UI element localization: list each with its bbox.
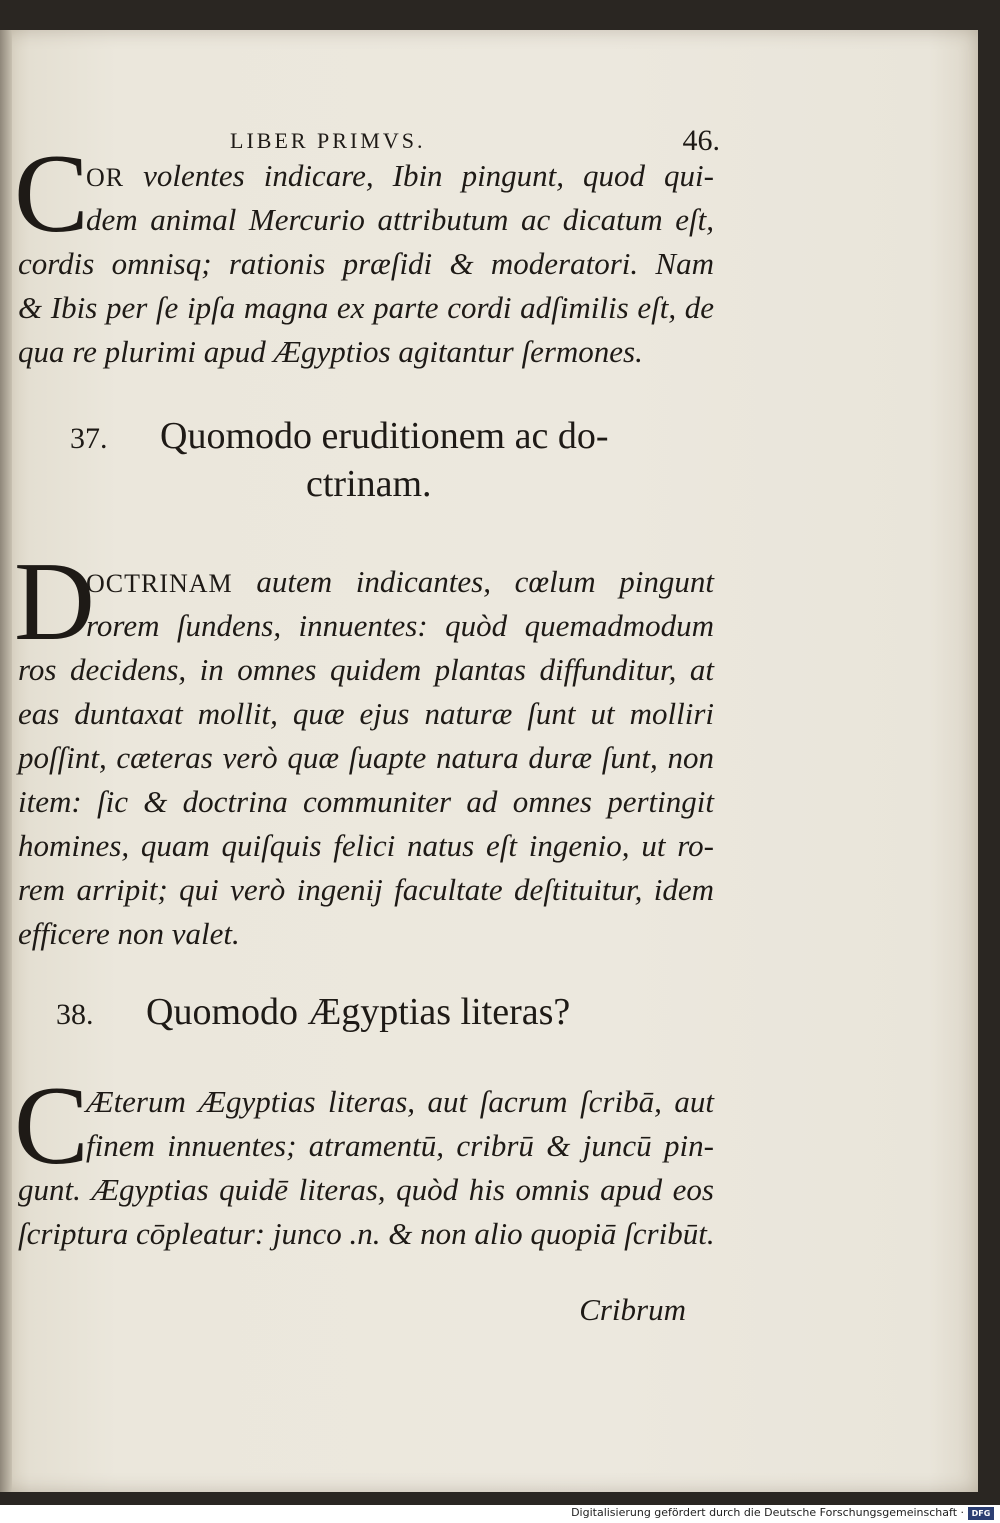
text-line: item: ſic & doctrina communiter ad omnes pertingit — [18, 784, 714, 819]
text-line: gunt. Ægyptias quidē literas, quòd his omnis apud eos — [18, 1172, 714, 1207]
page-gutter — [0, 30, 12, 1492]
funding-credit: Digitalisierung gefördert durch die Deutsche Forschungsgemeinschaft · — [571, 1506, 964, 1519]
heading-text: Quomodo Ægyptias literas? — [146, 991, 571, 1033]
text-line: rorem ſundens, innuentes: quòd quemadmodum — [86, 608, 714, 643]
text-line: qua re plurimi apud Ægyptios agitantur ſermones. — [18, 334, 643, 369]
page-number: 46. — [682, 124, 720, 157]
text-line: OR volentes indicare, Ibin pingunt, quod qui- — [86, 158, 714, 193]
paragraph — [18, 560, 714, 956]
text-line: cordis omnisq; rationis præſidi & moderatori. Nam — [18, 246, 714, 281]
section-heading-37-cont: ctrinam. — [306, 463, 432, 505]
section-heading-38 — [56, 990, 570, 1034]
section-number: 38. — [56, 998, 94, 1031]
drop-cap: D — [14, 540, 95, 664]
text-line: Æterum Ægyptias literas, aut ſacrum ſcribā, aut — [86, 1084, 714, 1119]
text-line: finem innuentes; atramentū, cribrū & juncū pin- — [86, 1128, 714, 1163]
text-line: OCTRINAM autem indicantes, cœlum pingunt — [86, 564, 714, 599]
dfg-logo: DFG — [968, 1507, 994, 1520]
drop-cap: C — [14, 132, 89, 256]
text-line: eas duntaxat mollit, quæ ejus naturæ ſunt ut molliri — [18, 696, 714, 731]
paragraph — [18, 1080, 714, 1256]
running-head: LIBER PRIMVS. — [230, 128, 426, 153]
drop-cap: C — [14, 1064, 89, 1188]
text-line: poſſint, cæteras verò quæ ſuapte natura duræ ſunt, non — [18, 740, 714, 775]
text-line: & Ibis per ſe ipſa magna ex parte cordi adſimilis eſt, de — [18, 290, 714, 325]
text-line: dem animal Mercurio attributum ac dicatum eſt, — [86, 202, 714, 237]
book-page — [0, 30, 978, 1492]
heading-text: Quomodo eruditionem ac do- — [160, 415, 609, 457]
paragraph — [18, 154, 714, 374]
text-line: homines, quam quiſquis felici natus eſt ingenio, ut ro- — [18, 828, 714, 863]
footer-bar — [0, 1505, 1000, 1523]
text-line: efficere non valet. — [18, 916, 240, 951]
catchword: Cribrum — [579, 1292, 686, 1327]
section-number: 37. — [70, 422, 108, 455]
text-line: ros decidens, in omnes quidem plantas diffunditur, at — [18, 652, 714, 687]
text-line: rem arripit; qui verò ingenij facultate deſtituitur, idem — [18, 872, 714, 907]
section-heading-37 — [70, 414, 609, 458]
text-line: ſcriptura cōpleatur: junco .n. & non alio quopiā ſcribūt. — [18, 1216, 715, 1251]
